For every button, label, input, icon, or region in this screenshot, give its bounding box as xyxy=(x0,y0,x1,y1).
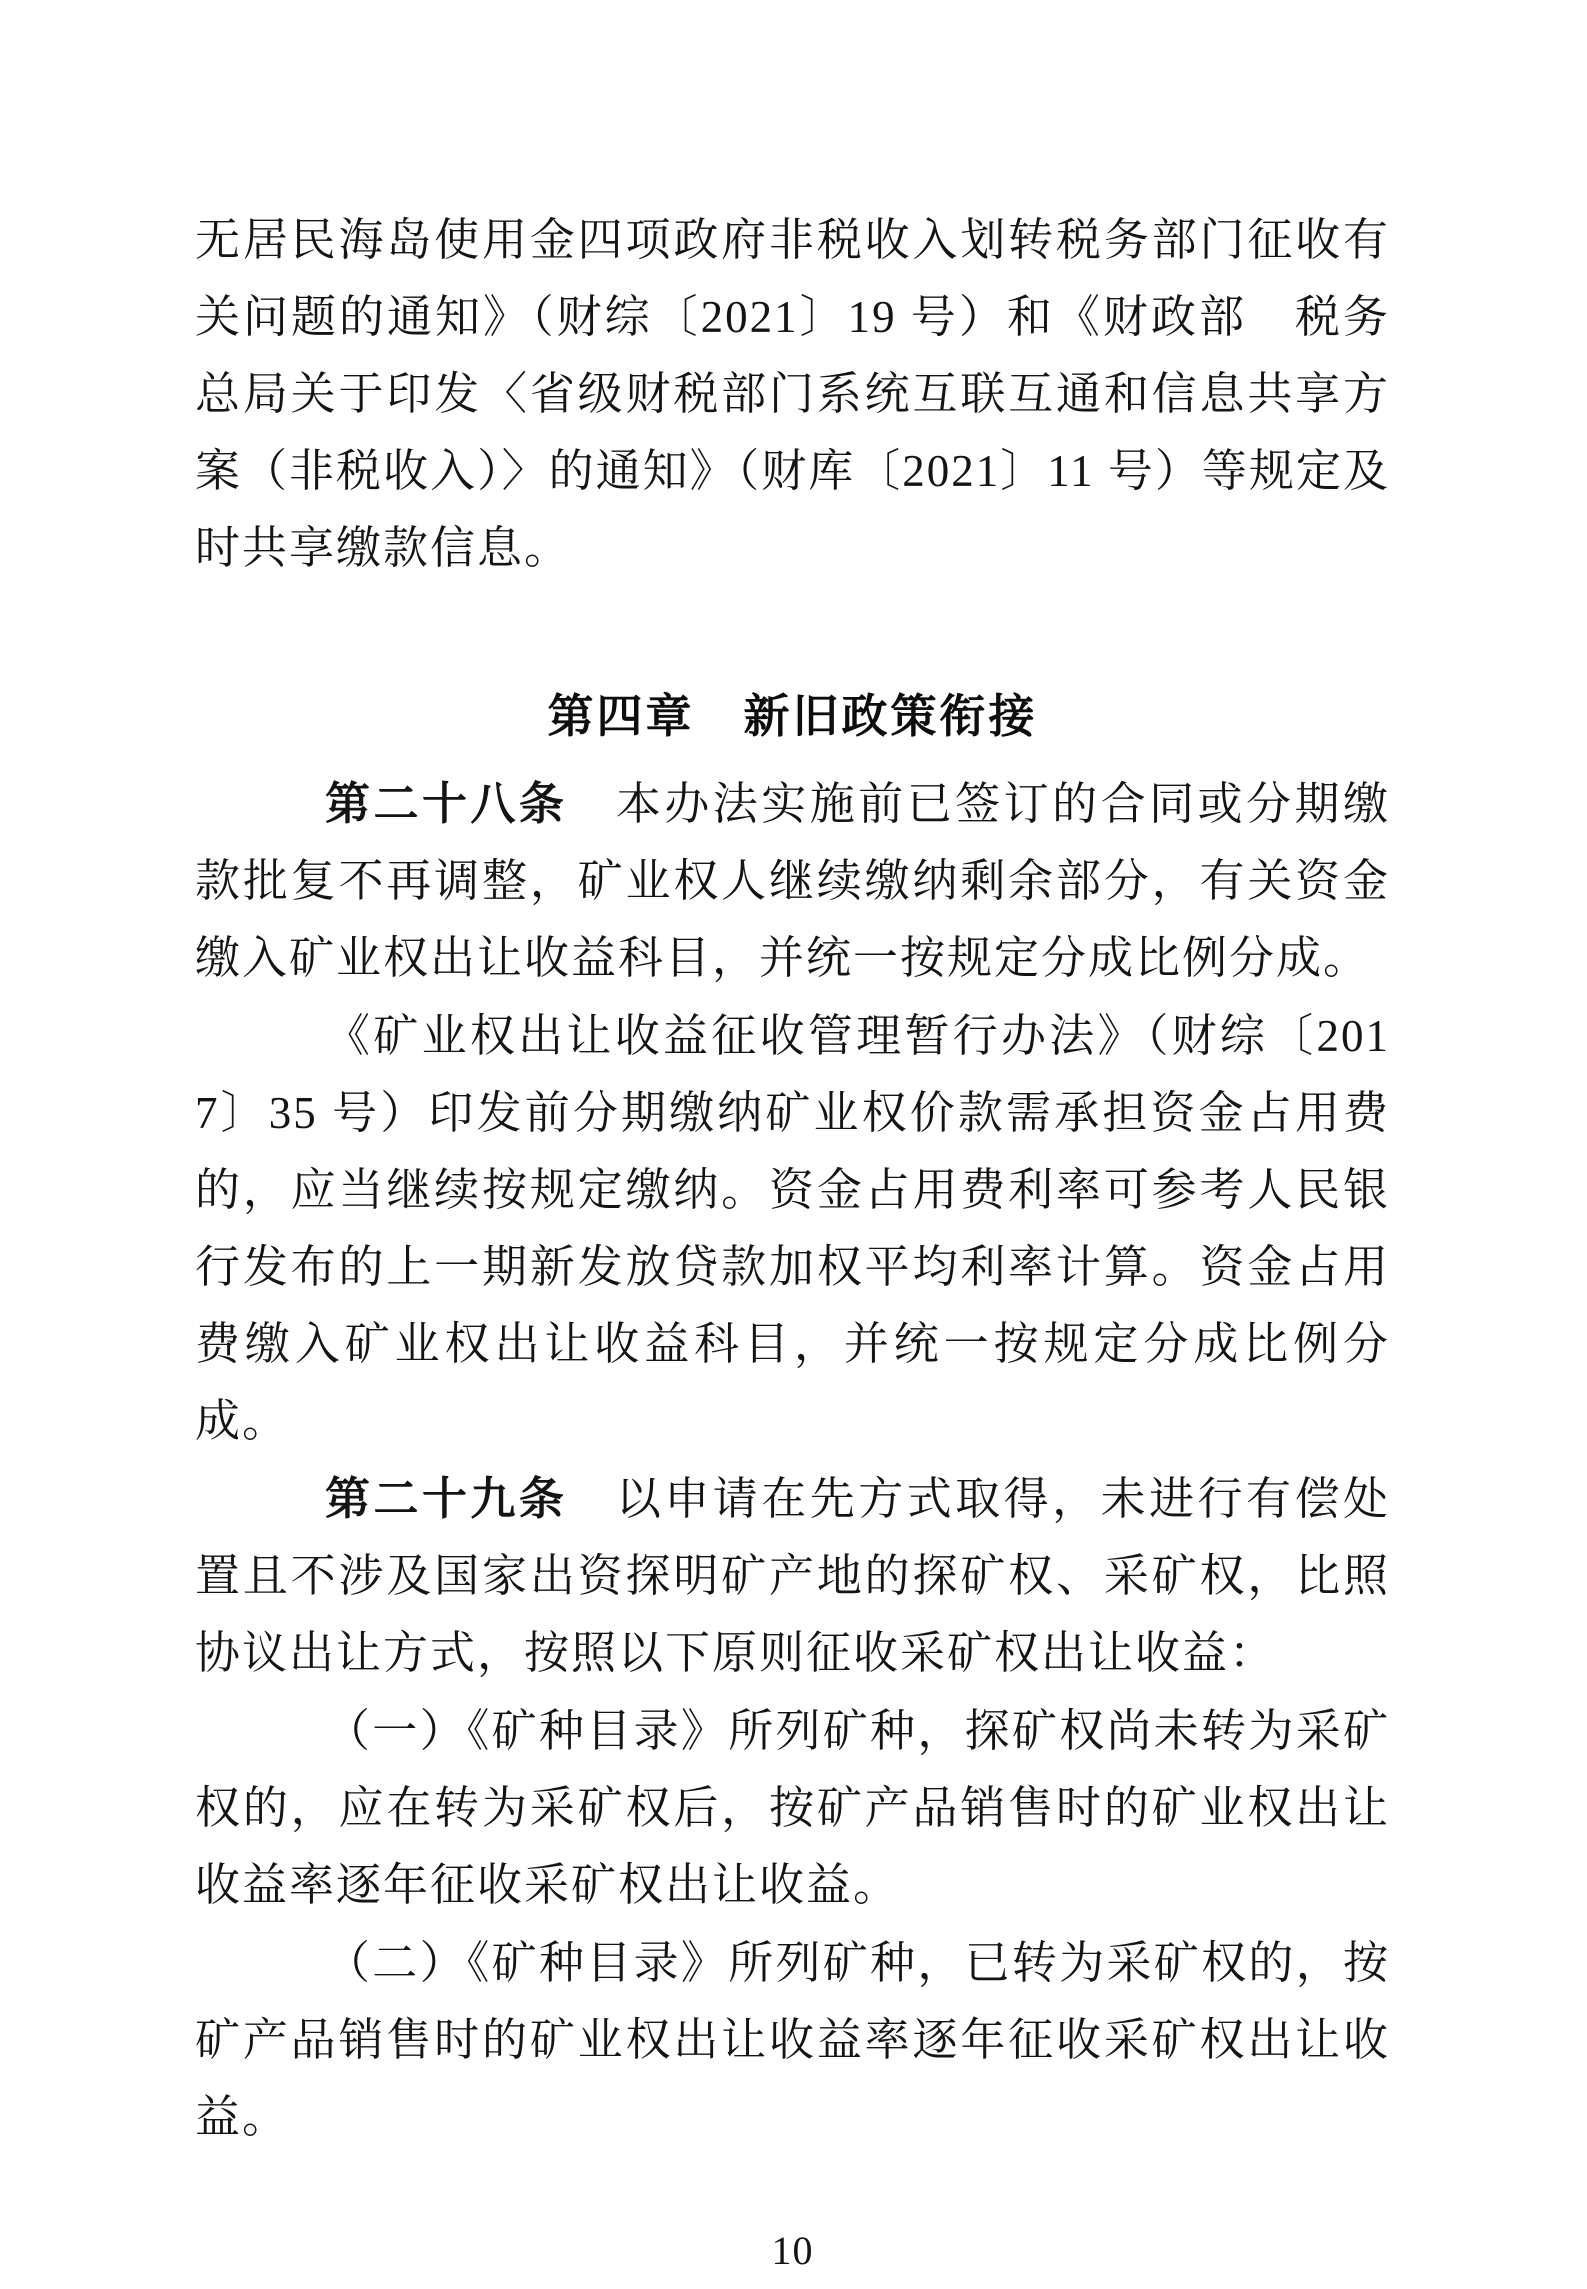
article-paragraph xyxy=(195,1692,1390,1924)
article-paragraph xyxy=(195,1924,1390,2156)
article-text: （一）《矿种目录》所列矿种，探矿权尚未转为采矿权的，应在转为采矿权后，按矿产品销售时的矿业权出让收益率逐年征收采矿权出让收益。 xyxy=(195,1706,1390,1910)
articles-section xyxy=(195,765,1390,2156)
article-text: 《矿业权出让收益征收管理暂行办法》（财综〔2017〕35 号）印发前分期缴纳矿业权价款需承担资金占用费的，应当继续按规定缴纳。资金占用费利率可参考人民银行发布的上一期新发放贷款加权平均利率计算。资金占用费缴入矿业权出让收益科目，并统一按规定分成比例分成。 xyxy=(195,1011,1390,1446)
chapter-heading: 第四章 新旧政策衔接 xyxy=(547,689,1038,743)
article-paragraph xyxy=(195,1460,1390,1692)
article-paragraph xyxy=(195,765,1390,997)
article-text: 以申请在先方式取得，未进行有偿处置且不涉及国家出资探明矿产地的探矿权、采矿权，比照协议出让方式，按照以下原则征收采矿权出让收益： xyxy=(195,1474,1390,1678)
continuation-paragraph: 无居民海岛使用金四项政府非税收入划转税务部门征收有关问题的通知》（财综〔2021〕19 号）和《财政部 税务总局关于印发〈省级财税部门系统互联互通和信息共享方案（非税收入）〉的通知》（财库〔2021〕11 号）等规定及时共享缴款信息。 xyxy=(195,215,1390,573)
page-number: 10 xyxy=(771,2228,814,2273)
article-text: （二）《矿种目录》所列矿种，已转为采矿权的，按矿产品销售时的矿业权出让收益率逐年征收采矿权出让收益。 xyxy=(195,1938,1390,2142)
article-text: 本办法实施前已签订的合同或分期缴款批复不再调整，矿业权人继续缴纳剩余部分，有关资金缴入矿业权出让收益科目，并统一按规定分成比例分成。 xyxy=(195,779,1390,983)
article-paragraph xyxy=(195,997,1390,1460)
article-number: 第二十八条 xyxy=(325,777,568,830)
page-content xyxy=(195,202,1390,2289)
article-number: 第二十九条 xyxy=(325,1472,568,1525)
